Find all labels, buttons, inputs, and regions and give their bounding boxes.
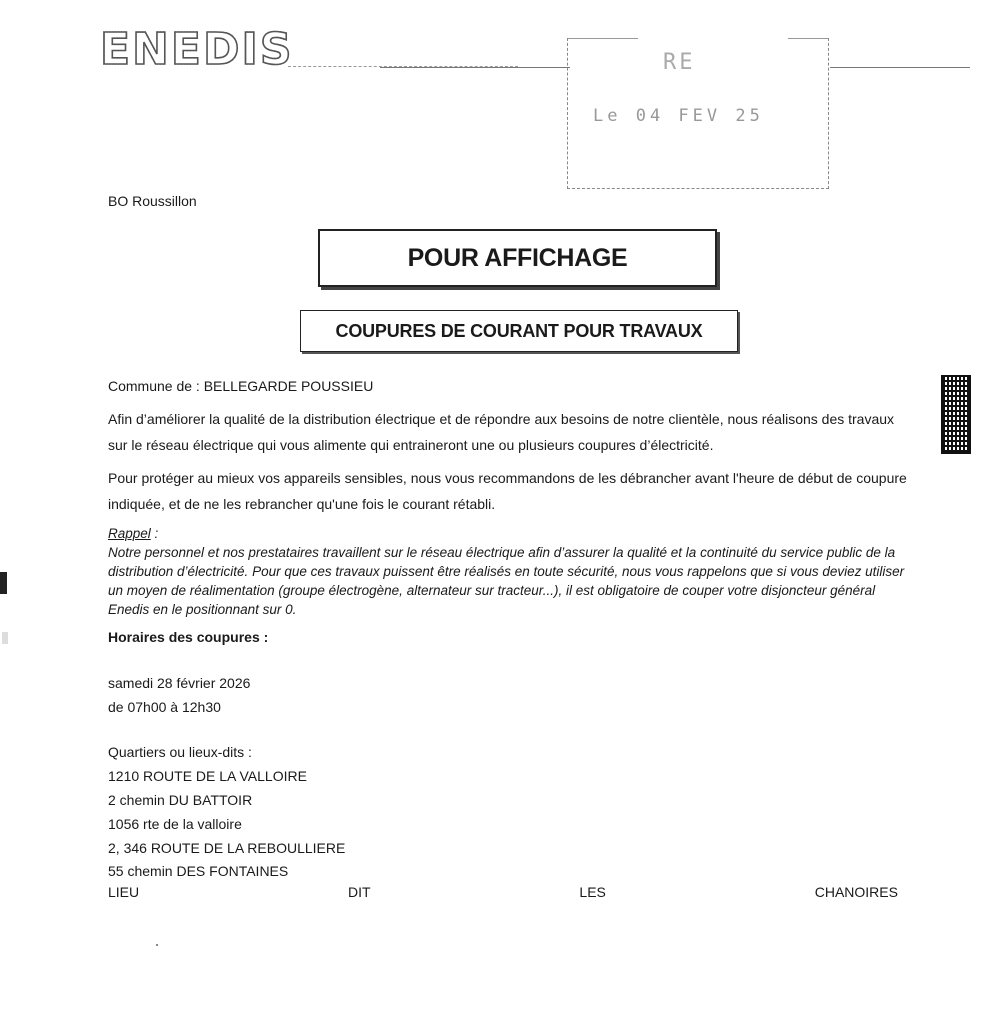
lieu-dit-word: DIT (347, 884, 371, 900)
reminder-block (108, 524, 908, 619)
page-title: POUR AFFICHAGE (318, 229, 717, 287)
address-item: 2, 346 ROUTE DE LA REBOULLIERE (108, 840, 346, 856)
lieu-dit-word: LIEU (108, 884, 140, 900)
outage-date: samedi 28 février 2026 (108, 675, 251, 691)
scan-edge-mark (2, 632, 8, 644)
address-item: 55 chemin DES FONTAINES (108, 863, 289, 879)
commune-line: Commune de : BELLEGARDE POUSSIEU (108, 378, 374, 394)
reminder-title-suffix: : (150, 526, 159, 541)
stamp-border (788, 38, 828, 39)
locations-heading: Quartiers ou lieux-dits : (108, 744, 252, 760)
stamp-date: Le 04 FEV 25 (593, 106, 764, 126)
datamatrix-code (941, 375, 971, 454)
stamp-border (568, 38, 638, 39)
sender: BO Roussillon (108, 193, 197, 209)
advice-paragraph: Pour protéger au mieux vos appareils sensibles, nous vous recommandons de les débrancher avant l'heure de début de coupure indiquée, et de ne les rebrancher qu'une fois le courant rétabli. (108, 470, 907, 512)
outage-time: de 07h00 à 12h30 (108, 699, 221, 715)
intro-paragraph: Afin d’améliorer la qualité de la distribution électrique et de répondre aux besoins de notre clientèle, nous réalisons des travaux sur le réseau électrique qui vous alimente qui entraineront une ou plusieurs coupures d’électricité. (108, 411, 895, 453)
reminder-title: Rappel (108, 526, 151, 541)
address-item: 1210 ROUTE DE LA VALLOIRE (108, 768, 307, 784)
lieu-dit-word: CHANOIRES (814, 884, 898, 900)
reminder-text: Notre personnel et nos prestataires travaillent sur le réseau électrique afin d’assurer la qualité et la continuité du service public de la distribution d’électricité. Pour que ces travaux puissent être réalisés en toute sécurité, nous vous rappelons que si vous deviez utiliser un moyen de réalimentation (groupe électrogène, alternateur sur tracteur...), il est obligatoire de couper votre disjoncteur général Enedis en le positionnant sur 0. (108, 545, 905, 617)
schedule-heading: Horaires des coupures : (108, 629, 269, 645)
page-subtitle: COUPURES DE COURANT POUR TRAVAUX (300, 310, 738, 352)
lieu-dit-row (108, 884, 898, 900)
reception-stamp (567, 38, 829, 189)
enedis-logo: ENEDIS (100, 24, 294, 75)
scan-speck (156, 944, 158, 946)
header-rule (380, 67, 570, 68)
lieu-dit-word: LES (579, 884, 606, 900)
scan-edge-mark (0, 572, 7, 594)
stamp-text: RE (663, 50, 696, 75)
address-item: 1056 rte de la valloire (108, 816, 242, 832)
header-rule (830, 67, 970, 68)
address-item: 2 chemin DU BATTOIR (108, 792, 253, 808)
reminder-heading (108, 524, 908, 543)
